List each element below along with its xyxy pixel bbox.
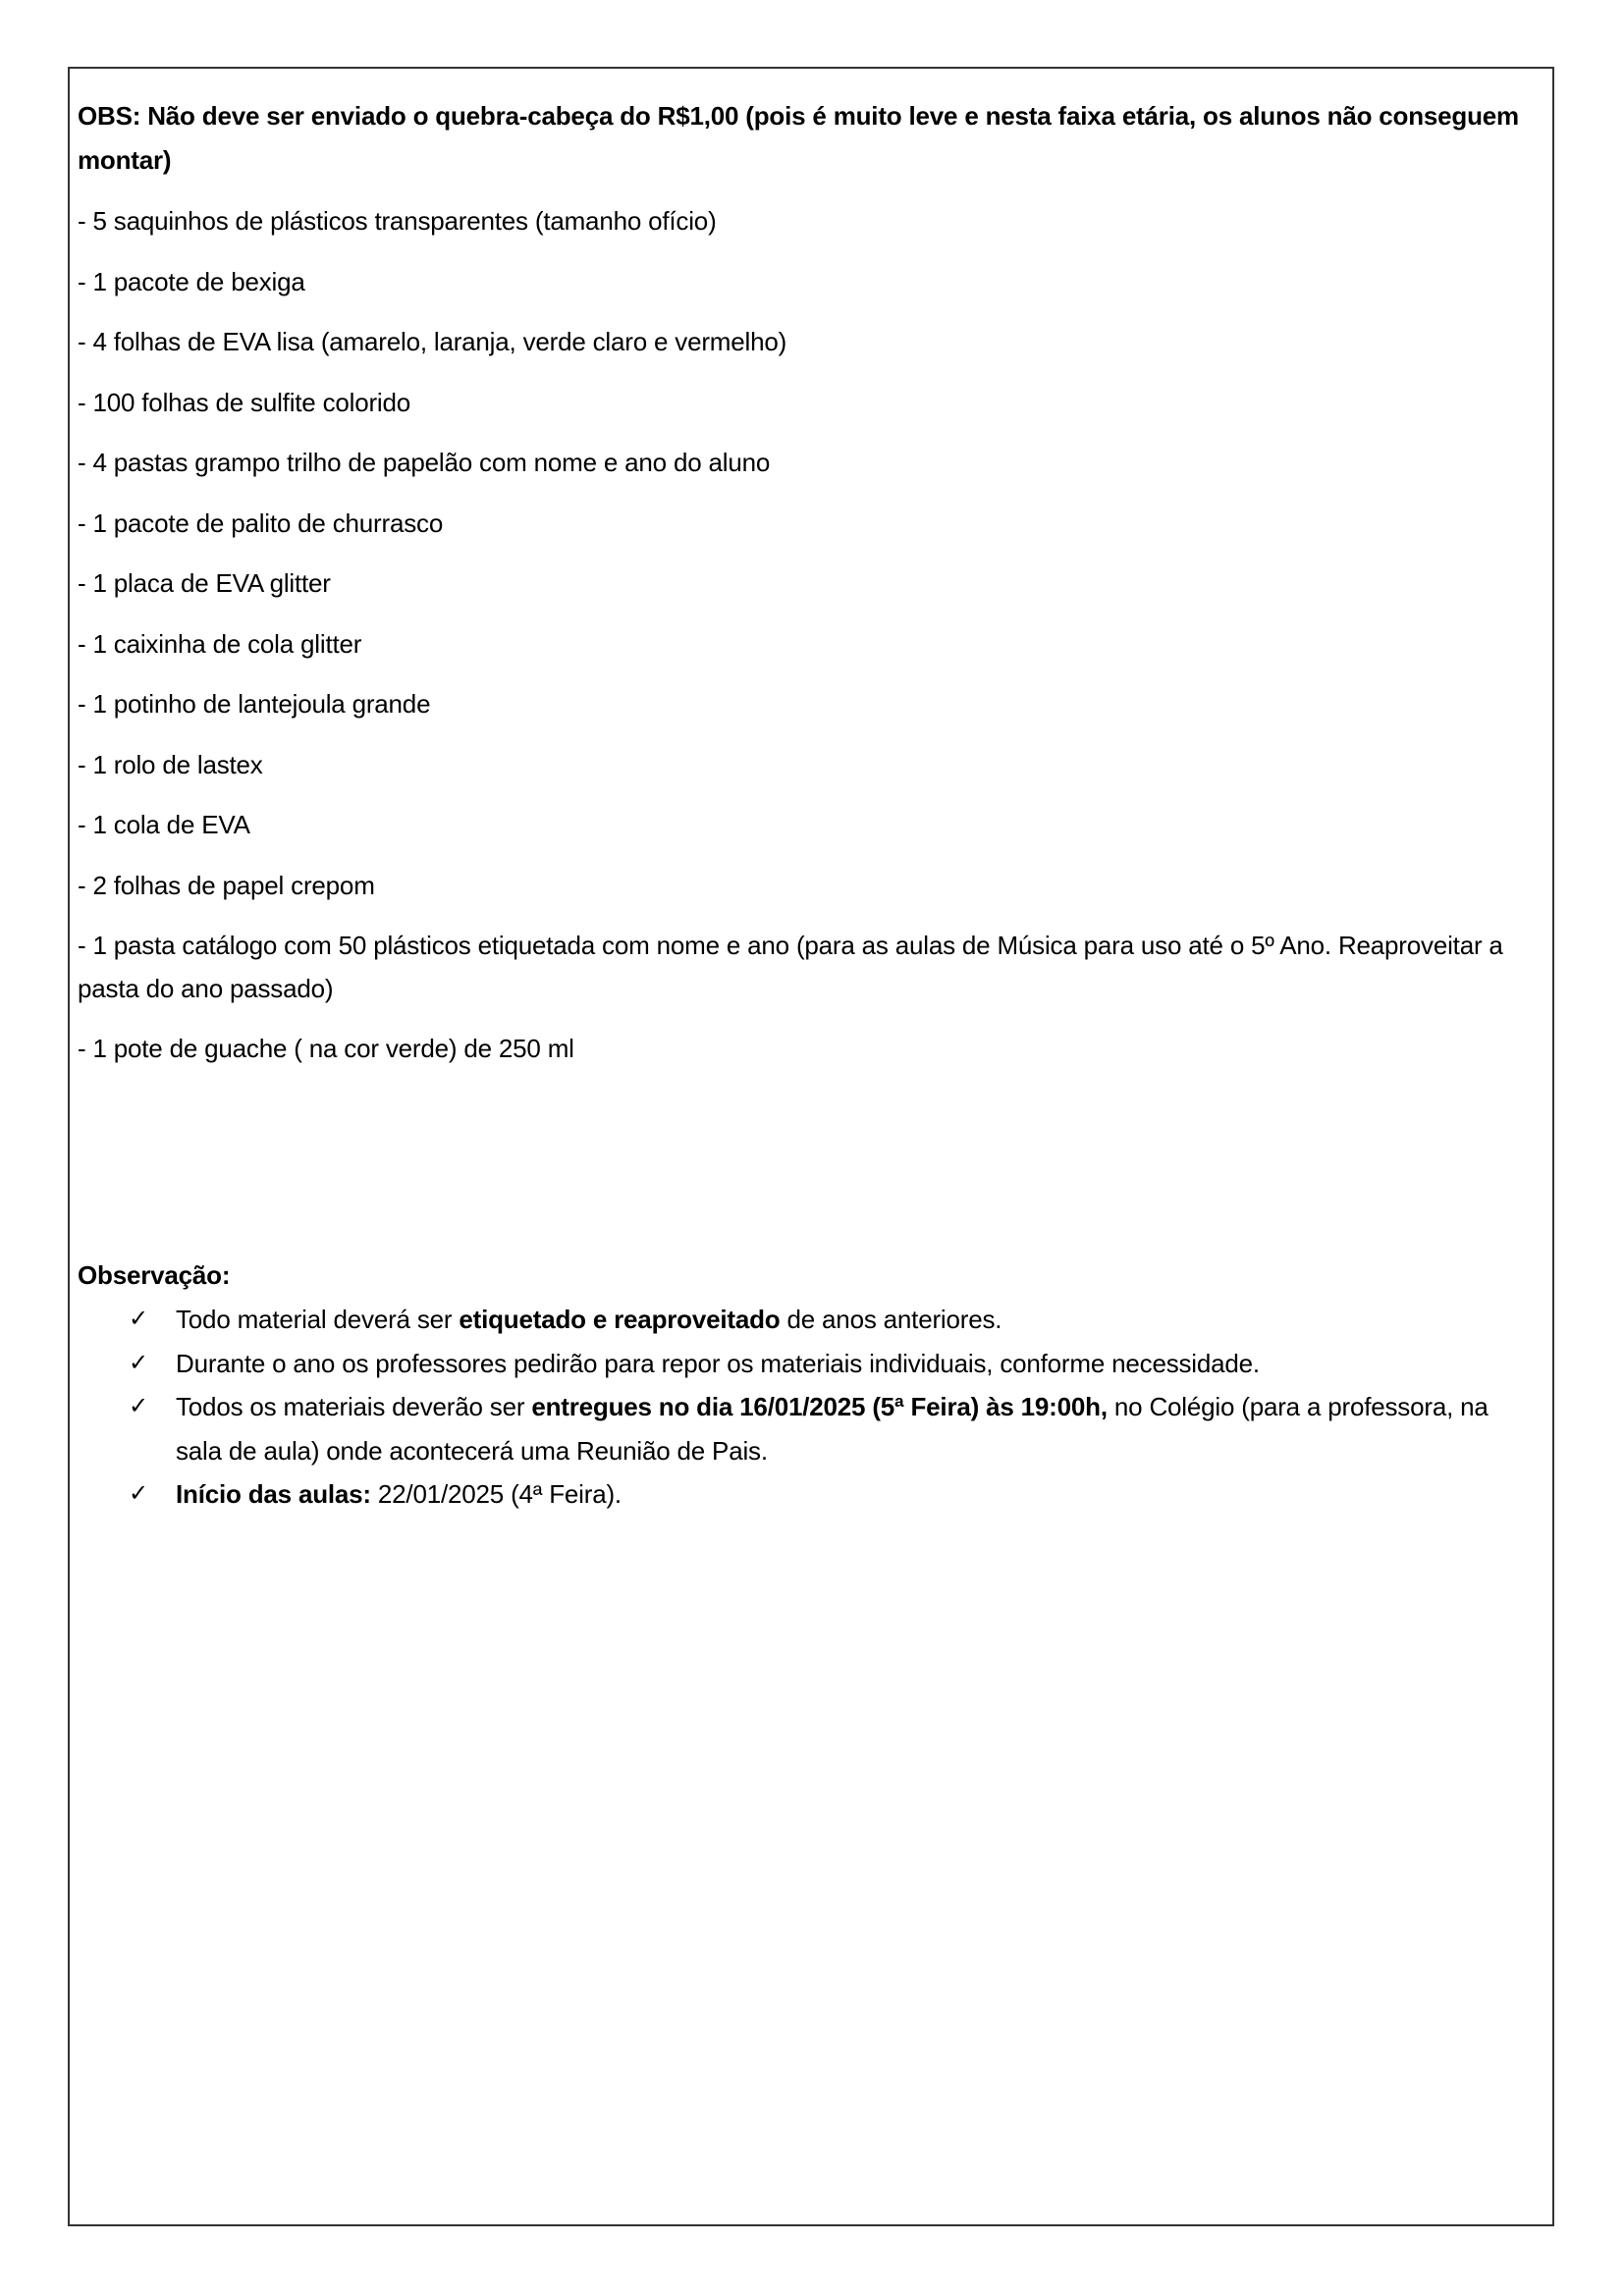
list-item: - 1 potinho de lantejoula grande [78, 689, 431, 719]
observation-item [129, 1472, 1531, 1517]
observation-list [78, 1298, 1531, 1517]
list-item: - 1 caixinha de cola glitter [78, 628, 362, 659]
list-item: - 2 folhas de papel crepom [78, 870, 375, 900]
checkmark-icon: ✓ [129, 1480, 148, 1507]
obs-note: OBS: Não deve ser enviado o quebra-cabeça do R$1,00 (pois é muito leve e nesta faixa etária, os alunos não conseguem montar) [78, 101, 1519, 175]
checkmark-icon: ✓ [129, 1306, 148, 1332]
observation-title: Observação: [78, 1260, 231, 1290]
observation-text: Todos os materiais deverão ser [176, 1392, 532, 1421]
list-item: - 1 pasta catálogo com 50 plásticos etiquetada com nome e ano (para as aulas de Música para uso até o 5º Ano. Reaproveitar a pasta do ano passado) [78, 931, 1503, 1003]
observation-bold-text: entregues no dia 16/01/2025 (5ª Feira) às 19:00h, [531, 1392, 1108, 1421]
observation-text: no Colégio (para a professora, na sala de aula) onde acontecerá uma Reunião de Pais. [176, 1392, 1489, 1466]
observation-text: 22/01/2025 (4ª Feira). [370, 1479, 622, 1509]
observation-item [129, 1342, 1531, 1386]
list-item: - 4 folhas de EVA lisa (amarelo, laranja, verde claro e vermelho) [78, 327, 787, 356]
document-content [78, 94, 1531, 1517]
observation-text: Todo material deverá ser [176, 1305, 460, 1334]
blank-space [78, 1087, 1531, 1254]
list-item: - 100 folhas de sulfite colorido [78, 387, 411, 417]
checkmark-icon: ✓ [129, 1349, 148, 1376]
list-item: - 1 pote de guache ( na cor verde) de 250 ml [78, 1033, 574, 1063]
list-item: - 1 rolo de lastex [78, 749, 263, 779]
list-item: - 1 placa de EVA glitter [78, 568, 331, 598]
checkmark-icon: ✓ [129, 1393, 148, 1419]
observation-item [129, 1385, 1531, 1472]
list-item: - 1 pacote de bexiga [78, 266, 305, 296]
list-item: - 1 cola de EVA [78, 810, 250, 839]
observation-bold-text: Início das aulas: [176, 1479, 371, 1509]
list-item: - 4 pastas grampo trilho de papelão com nome e ano do aluno [78, 448, 771, 477]
observation-bold-text: etiquetado e reaproveitado [459, 1305, 781, 1334]
list-item: - 5 saquinhos de plásticos transparentes (tamanho ofício) [78, 206, 717, 236]
list-item: - 1 pacote de palito de churrasco [78, 507, 444, 538]
observation-item [129, 1298, 1531, 1342]
observation-text: de anos anteriores. [780, 1305, 1002, 1334]
material-list [78, 199, 1531, 1071]
observation-text: Durante o ano os professores pedirão para repor os materiais individuais, conforme necessidade. [176, 1348, 1260, 1378]
